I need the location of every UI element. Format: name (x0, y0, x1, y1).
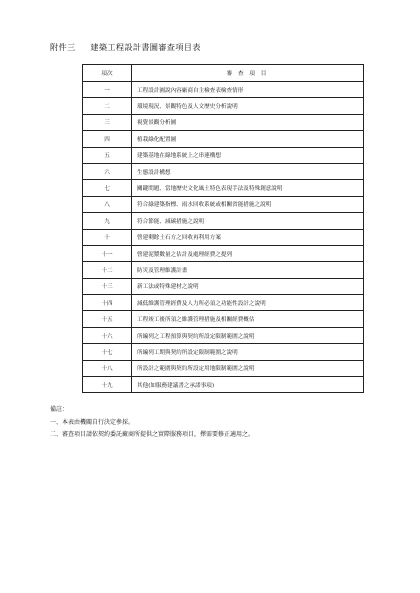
header-no: 項次 (83, 65, 132, 82)
note-item: 一、本表由機關自行決定參採。 (50, 418, 135, 426)
row-item: 工程竣工後所須之維護管理措施及相關經費概估 (132, 311, 364, 327)
row-number: 四 (83, 131, 132, 147)
row-item: 其他(如服務建議書之承諾事項) (132, 377, 364, 393)
table-header-row (83, 65, 364, 82)
table-row (83, 262, 364, 278)
table-row (83, 213, 364, 229)
note-item: 二、審查項目請依契約委託廠商所提供之實際服務項目，擇需要修正適用之。 (50, 431, 255, 438)
row-number: 十四 (83, 295, 132, 311)
row-number: 十七 (83, 344, 132, 360)
row-item: 營建剩餘土石方之回收再利用方案 (132, 229, 364, 245)
table-row (83, 229, 364, 245)
table-body (83, 82, 364, 393)
row-number: 三 (83, 114, 132, 130)
row-item: 視覺景觀分析圖 (132, 114, 364, 130)
table-row (83, 180, 364, 196)
row-item: 環境現況、景觀特色及人文歷史分析說明 (132, 98, 364, 114)
row-number: 七 (83, 180, 132, 196)
row-item: 符合綠建築指標、雨水回收系統或相關省能措施之說明 (132, 196, 364, 212)
row-item: 減低維護管理經費及人力所必須之功能性設計之說明 (132, 295, 364, 311)
notes-heading: 備註： (50, 406, 69, 413)
table-row (83, 377, 364, 393)
row-number: 六 (83, 163, 132, 179)
page-title: 建築工程設計書圖審查項目表 (90, 42, 201, 52)
row-number: 十九 (83, 377, 132, 393)
table-row (83, 131, 364, 147)
attachment-label: 附件三 (50, 42, 76, 52)
row-item: 建築基地在綠地系統上之串連構想 (132, 147, 364, 163)
row-item: 符合節能、減碳措施之說明 (132, 213, 364, 229)
row-number: 十六 (83, 327, 132, 343)
row-item: 生態設計構想 (132, 163, 364, 179)
row-number: 十八 (83, 360, 132, 376)
table-row (83, 114, 364, 130)
row-item: 工程設計圖說內容廠商自主檢查表檢查情形 (132, 82, 364, 98)
row-number: 十三 (83, 278, 132, 294)
row-item: 防災及管理維護計畫 (132, 262, 364, 278)
row-item: 所編列工期與契約所設定限制範圍之說明 (132, 344, 364, 360)
row-number: 十五 (83, 311, 132, 327)
table-row (83, 82, 364, 98)
row-item: 關鍵問題、當地歷史文化風土特色表現手法及特殊創意說明 (132, 180, 364, 196)
row-item: 所設計之範圍與契約所設定用地限制範圍之說明 (132, 360, 364, 376)
table-row (83, 245, 364, 261)
table-row (83, 196, 364, 212)
row-number: 八 (83, 196, 132, 212)
row-number: 十二 (83, 262, 132, 278)
row-number: 九 (83, 213, 132, 229)
document-title (50, 42, 201, 53)
row-number: 一 (83, 82, 132, 98)
row-item: 植栽綠化配置圖 (132, 131, 364, 147)
table-row (83, 360, 364, 376)
header-item: 審 查 項 目 (132, 65, 364, 82)
row-number: 十一 (83, 245, 132, 261)
notes-section (50, 404, 254, 442)
row-number: 二 (83, 98, 132, 114)
table-row (83, 163, 364, 179)
table-row (83, 278, 364, 294)
row-item: 所編列之工程預算與契約所設定限制範圍之說明 (132, 327, 364, 343)
table-row (83, 147, 364, 163)
table-row (83, 344, 364, 360)
row-number: 十 (83, 229, 132, 245)
table-row (83, 311, 364, 327)
row-number: 五 (83, 147, 132, 163)
table-row (83, 295, 364, 311)
table-row (83, 327, 364, 343)
table-row (83, 98, 364, 114)
row-item: 營建泥漿數量之估計及處理經費之提列 (132, 245, 364, 261)
review-items-table (82, 64, 364, 393)
row-item: 新工法或特殊建材之說明 (132, 278, 364, 294)
